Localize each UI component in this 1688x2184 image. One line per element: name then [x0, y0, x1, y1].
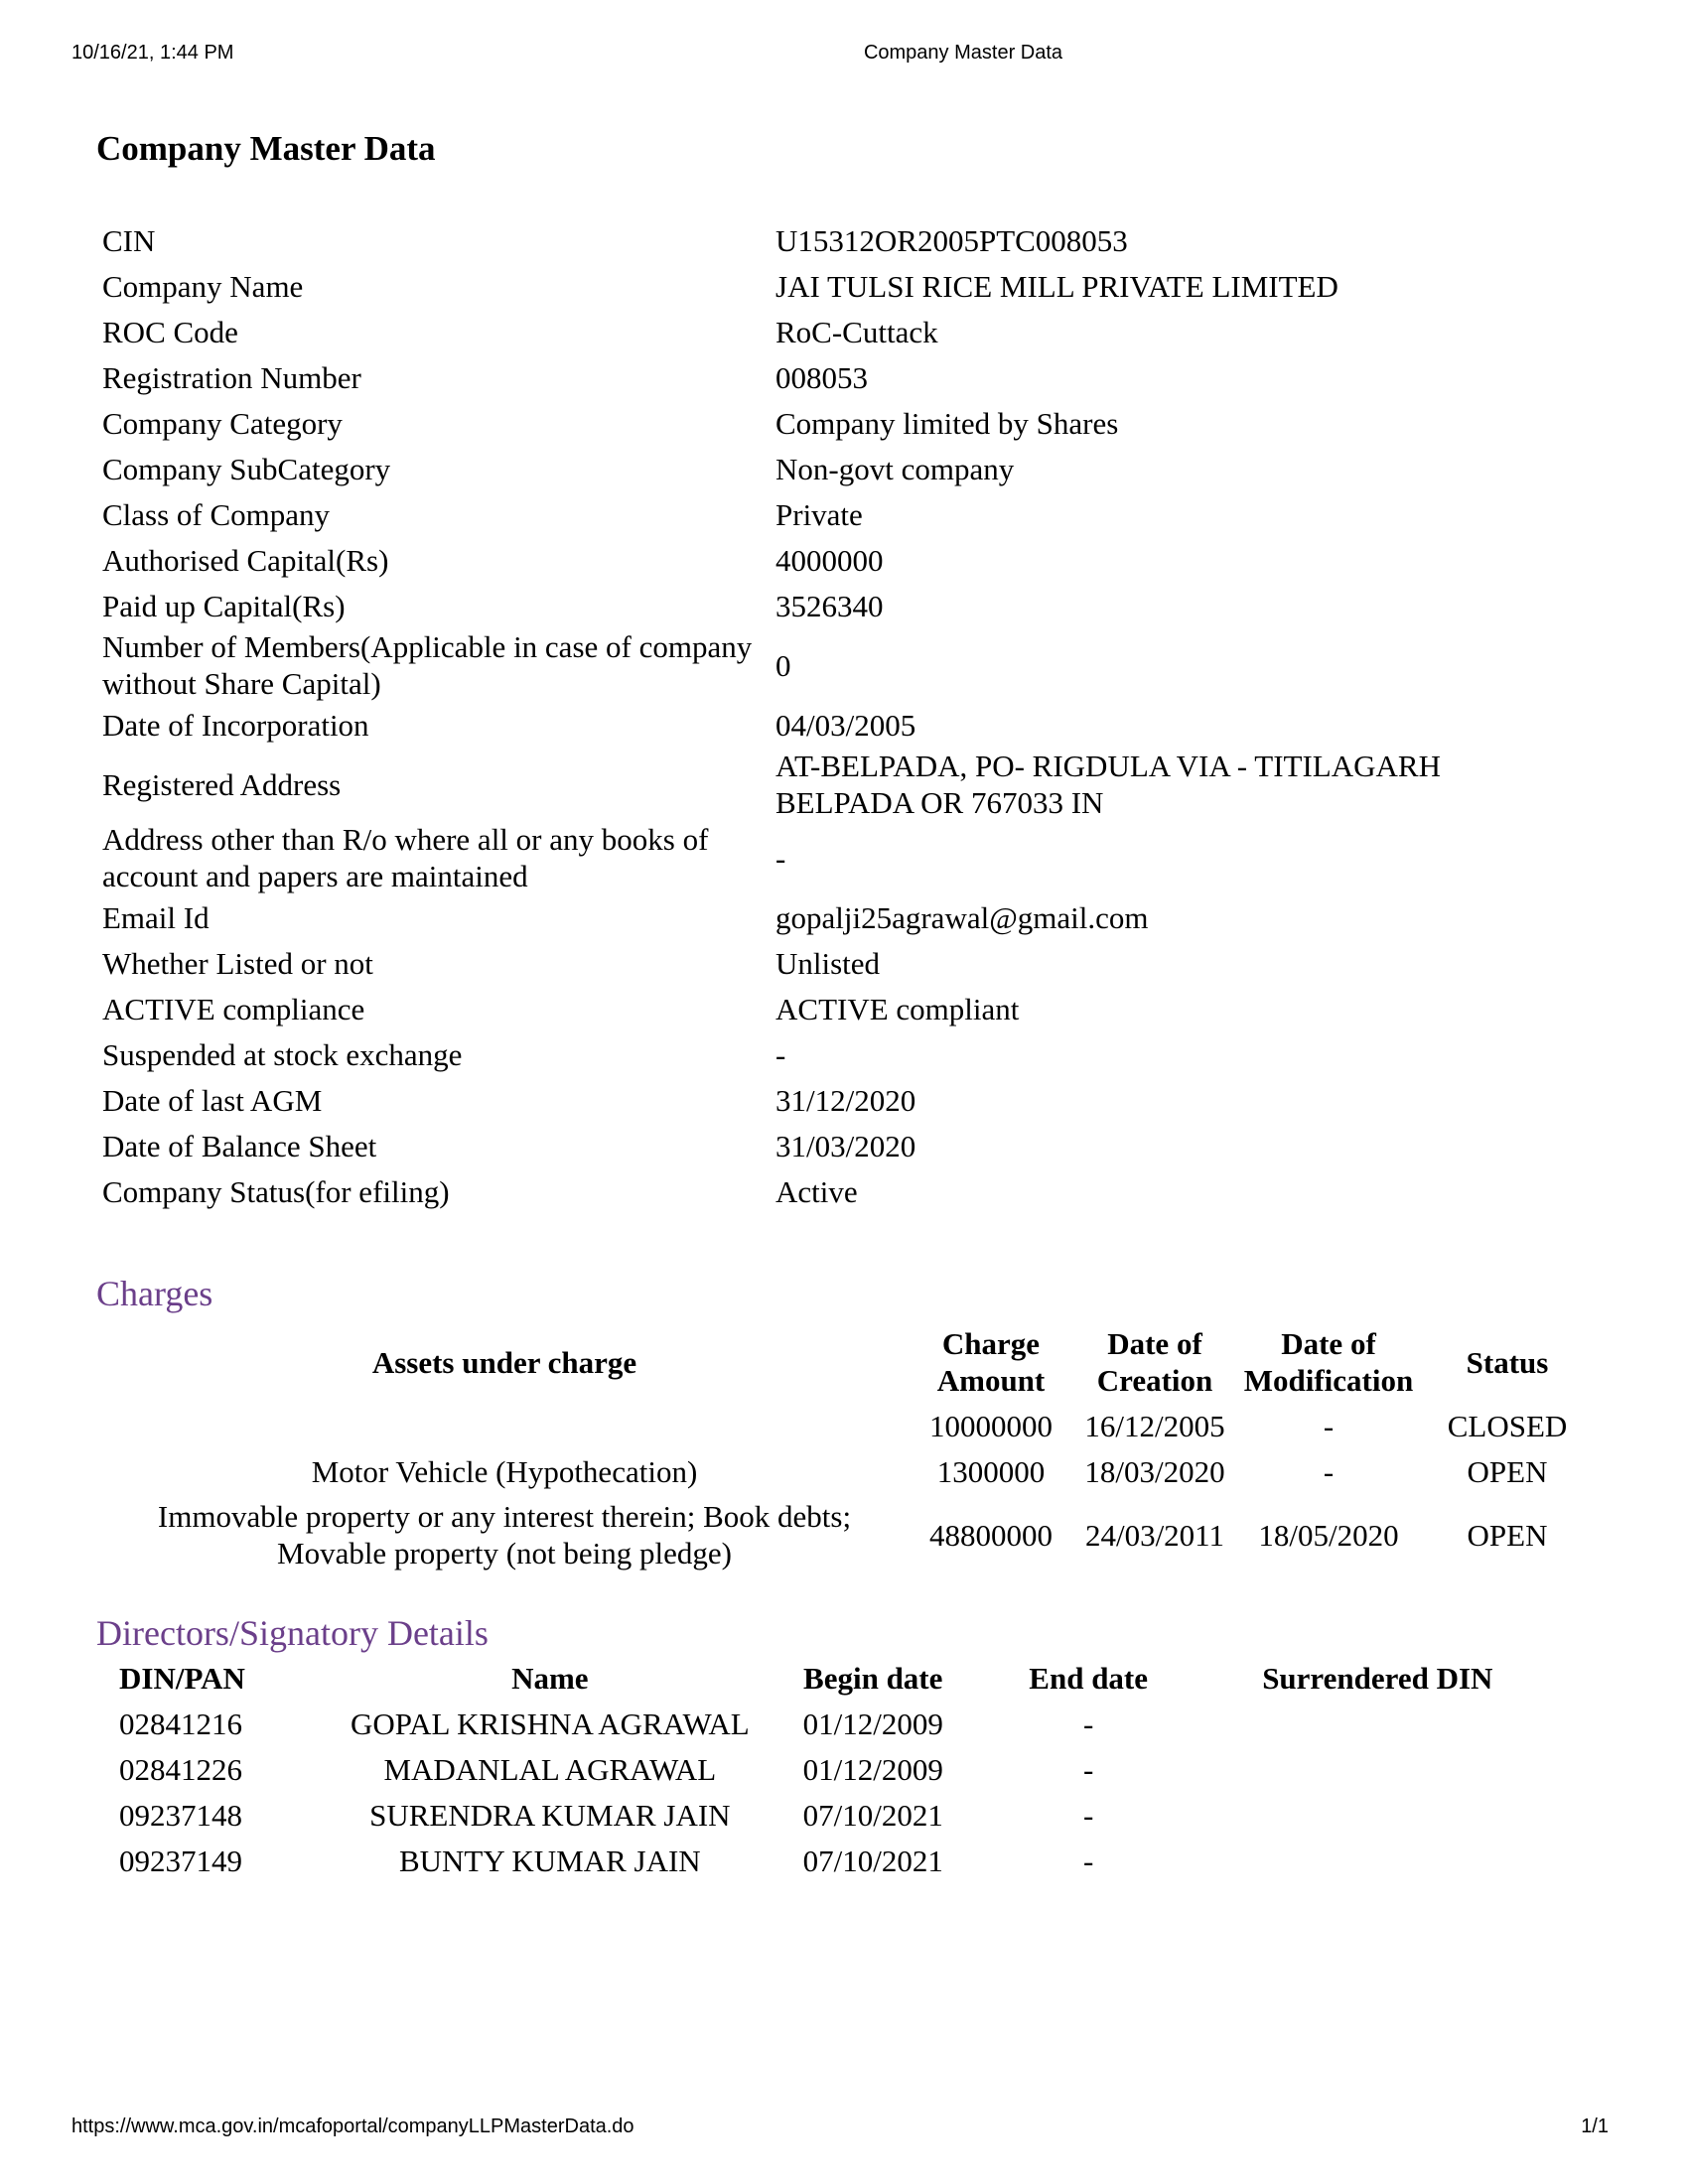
master-row [102, 354, 1492, 400]
field-label: Date of Balance Sheet [102, 1128, 377, 1163]
charge-assets: Immovable property or any interest therein; Book debts; Movable property (not being pledge) [157, 1499, 852, 1570]
field-value: 31/12/2020 [775, 1082, 916, 1118]
field-label: Registration Number [102, 359, 361, 395]
master-row [102, 940, 1492, 986]
master-row [102, 1031, 1492, 1077]
master-row [102, 583, 1492, 628]
field-value: Private [775, 496, 863, 532]
master-row [102, 1077, 1492, 1123]
director-end-date: - [1082, 1751, 1094, 1787]
field-label: Date of Incorporation [102, 707, 369, 743]
director-begin-date: 07/10/2021 [802, 1797, 943, 1833]
field-value: Active [775, 1173, 858, 1209]
field-value: - [775, 840, 786, 876]
master-row [102, 702, 1492, 748]
print-timestamp: 10/16/21, 1:44 PM [71, 42, 234, 64]
master-row [102, 1123, 1492, 1168]
master-row [102, 400, 1492, 446]
director-din: 09237149 [119, 1843, 242, 1878]
col-header-status: Status [1466, 1344, 1549, 1380]
field-label: Date of last AGM [102, 1082, 323, 1118]
page-title: Company Master Data [96, 129, 436, 168]
col-header-amount: Charge Amount [936, 1326, 1046, 1398]
table-row [102, 1403, 1592, 1448]
directors-heading: Directors/Signatory Details [96, 1613, 489, 1653]
charge-assets [102, 1403, 907, 1448]
field-value: JAI TULSI RICE MILL PRIVATE LIMITED [775, 268, 1338, 304]
charge-creation-date: 18/03/2020 [1084, 1453, 1225, 1489]
charge-modification-date: - [1323, 1453, 1335, 1489]
field-value: - [775, 1036, 786, 1072]
field-label: Authorised Capital(Rs) [102, 542, 389, 578]
field-label: Company Category [102, 405, 343, 441]
field-label: Class of Company [102, 496, 331, 532]
col-header-modification: Date of Modification [1243, 1326, 1414, 1398]
charge-status: CLOSED [1447, 1408, 1568, 1443]
master-row [102, 263, 1492, 309]
director-surrendered-din [1196, 1792, 1559, 1838]
col-header-begin: Begin date [803, 1660, 943, 1696]
directors-header-row [119, 1655, 1559, 1701]
field-value: 4000000 [775, 542, 884, 578]
charge-amount: 1300000 [936, 1453, 1046, 1489]
director-end-date: - [1082, 1843, 1094, 1878]
table-row [119, 1746, 1559, 1792]
field-value: Unlisted [775, 945, 881, 981]
field-label: Company SubCategory [102, 451, 391, 486]
master-row [102, 894, 1492, 940]
charge-amount: 48800000 [929, 1517, 1053, 1553]
field-value: 008053 [775, 359, 868, 395]
charge-creation-date: 24/03/2011 [1084, 1517, 1225, 1553]
charge-status: OPEN [1467, 1453, 1548, 1489]
director-name: GOPAL KRISHNA AGRAWAL [350, 1706, 750, 1741]
field-value: AT-BELPADA, PO- RIGDULA VIA - TITILAGARH BELPADA OR 767033 IN [775, 749, 1441, 820]
table-row [102, 1448, 1592, 1494]
director-begin-date: 01/12/2009 [802, 1751, 943, 1787]
field-label: Registered Address [102, 766, 342, 802]
master-row [102, 491, 1492, 537]
director-end-date: - [1082, 1797, 1094, 1833]
master-row [102, 309, 1492, 354]
table-row [119, 1701, 1559, 1746]
charge-creation-date: 16/12/2005 [1084, 1408, 1225, 1443]
table-row [119, 1792, 1559, 1838]
col-header-surrendered: Surrendered DIN [1262, 1660, 1493, 1696]
charge-assets: Motor Vehicle (Hypothecation) [311, 1453, 698, 1489]
charge-amount: 10000000 [929, 1408, 1053, 1443]
field-label: ROC Code [102, 314, 238, 349]
field-label: Address other than R/o where all or any books of account and papers are maintained [102, 822, 709, 893]
field-value: gopalji25agrawal@gmail.com [775, 899, 1149, 935]
col-header-name: Name [511, 1660, 589, 1696]
directors-table [119, 1655, 1559, 1883]
master-row [102, 217, 1492, 263]
field-value: U15312OR2005PTC008053 [775, 222, 1128, 258]
table-row [102, 1494, 1592, 1575]
field-label: Suspended at stock exchange [102, 1036, 463, 1072]
col-header-creation: Date of Creation [1096, 1326, 1213, 1398]
print-url: https://www.mca.gov.in/mcafoportal/companyLLPMasterData.do [71, 2116, 634, 2137]
master-row [102, 1168, 1492, 1214]
director-name: BUNTY KUMAR JAIN [398, 1843, 701, 1878]
charge-status: OPEN [1467, 1517, 1548, 1553]
charge-modification-date: - [1323, 1408, 1335, 1443]
field-value: Non-govt company [775, 451, 1015, 486]
col-header-end: End date [1029, 1660, 1149, 1696]
field-label: Paid up Capital(Rs) [102, 588, 346, 623]
master-row [102, 986, 1492, 1031]
director-surrendered-din [1196, 1701, 1559, 1746]
field-value: 0 [775, 647, 791, 683]
col-header-assets: Assets under charge [371, 1344, 637, 1380]
field-value: ACTIVE compliant [775, 991, 1020, 1026]
company-master-table [102, 217, 1492, 1214]
master-row [102, 821, 1492, 894]
director-din: 09237148 [119, 1797, 242, 1833]
director-begin-date: 01/12/2009 [802, 1706, 943, 1741]
master-row [102, 537, 1492, 583]
field-label: Email Id [102, 899, 210, 935]
field-label: Company Status(for efiling) [102, 1173, 450, 1209]
field-label: Company Name [102, 268, 304, 304]
field-value: RoC-Cuttack [775, 314, 938, 349]
field-value: 31/03/2020 [775, 1128, 916, 1163]
master-row [102, 628, 1492, 702]
field-value: 04/03/2005 [775, 707, 916, 743]
director-begin-date: 07/10/2021 [802, 1843, 943, 1878]
director-surrendered-din [1196, 1746, 1559, 1792]
field-label: ACTIVE compliance [102, 991, 365, 1026]
field-label: CIN [102, 222, 156, 258]
director-din: 02841226 [119, 1751, 242, 1787]
master-row [102, 446, 1492, 491]
director-din: 02841216 [119, 1706, 242, 1741]
director-name: MADANLAL AGRAWAL [383, 1751, 717, 1787]
table-row [119, 1838, 1559, 1883]
director-surrendered-din [1196, 1838, 1559, 1883]
director-end-date: - [1082, 1706, 1094, 1741]
field-value: Company limited by Shares [775, 405, 1119, 441]
charges-table [102, 1321, 1592, 1575]
print-page-number: 1/1 [1581, 2116, 1609, 2137]
charges-header-row [102, 1321, 1592, 1403]
col-header-din: DIN/PAN [119, 1660, 245, 1696]
charge-modification-date: 18/05/2020 [1258, 1517, 1399, 1553]
charges-heading: Charges [96, 1274, 213, 1313]
print-page-title: Company Master Data [863, 42, 1063, 64]
field-value: 3526340 [775, 588, 884, 623]
master-row [102, 748, 1492, 821]
field-label: Whether Listed or not [102, 945, 373, 981]
field-label: Number of Members(Applicable in case of company without Share Capital) [102, 629, 753, 701]
director-name: SURENDRA KUMAR JAIN [369, 1797, 731, 1833]
